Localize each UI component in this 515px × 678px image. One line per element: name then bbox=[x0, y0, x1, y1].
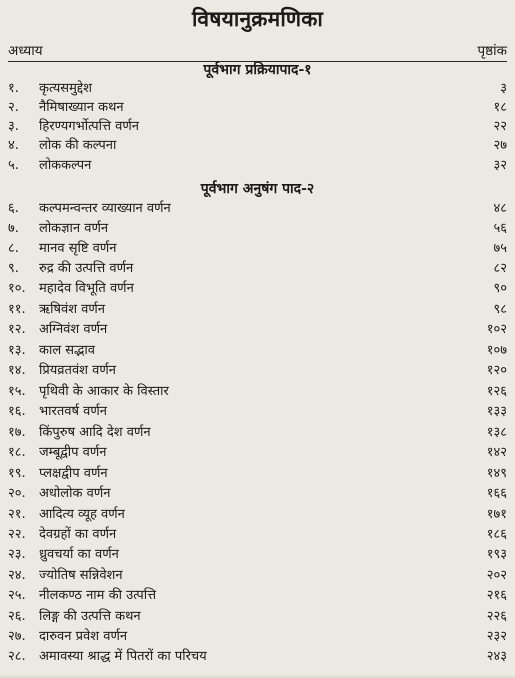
toc-entry bbox=[8, 607, 507, 626]
toc-entry-title: किंपुरुष आदि देश वर्णन bbox=[39, 425, 151, 440]
page-title: विषयानुक्रमणिका bbox=[191, 6, 323, 31]
toc-entry-title: भारतवर्ष वर्णन bbox=[39, 404, 107, 419]
toc-entry bbox=[8, 361, 507, 380]
toc-entry bbox=[8, 219, 507, 238]
toc-entry bbox=[8, 443, 507, 462]
toc-entry-page: ४८ bbox=[493, 201, 507, 216]
toc-entry-page: ५६ bbox=[493, 221, 507, 236]
toc-entry-title: पृथिवी के आकार के विस्तार bbox=[39, 384, 169, 399]
toc-entry bbox=[8, 239, 507, 258]
toc-entry-title: लोककल्पन bbox=[39, 158, 92, 173]
toc-entry-number: २६. bbox=[8, 609, 26, 624]
toc-entry-page: ३२ bbox=[493, 158, 507, 173]
toc-entry-title: अधोलोक वर्णन bbox=[39, 486, 111, 501]
toc-entry bbox=[8, 341, 507, 360]
toc-entry bbox=[8, 647, 507, 666]
toc-entry-title: नीलकण्ठ नाम की उत्पत्ति bbox=[39, 588, 157, 603]
toc-entry bbox=[8, 98, 507, 117]
toc-entry-title: लिङ्ग की उत्पत्ति कथन bbox=[39, 609, 141, 624]
toc-entry-number: ११. bbox=[8, 302, 26, 317]
toc-entry bbox=[8, 484, 507, 503]
toc-entry-number: २३. bbox=[8, 547, 26, 562]
section-title-1: पूर्वभाग प्रक्रियापाद-१ bbox=[203, 62, 312, 78]
toc-entry-title: काल सद्भाव bbox=[39, 343, 95, 358]
toc-entry bbox=[8, 136, 507, 155]
toc-entry-page: ९० bbox=[493, 281, 507, 296]
toc-entry bbox=[8, 117, 507, 136]
toc-entry-number: ९. bbox=[8, 261, 19, 276]
toc-entry-page: ८२ bbox=[493, 261, 507, 276]
toc-entry-page: १०२ bbox=[486, 322, 507, 337]
toc-entry-title: ध्रुवचर्या का वर्णन bbox=[39, 547, 119, 562]
toc-entry bbox=[8, 423, 507, 442]
toc-entry-page: २२६ bbox=[486, 609, 507, 624]
toc-entry-number: २७. bbox=[8, 629, 26, 644]
toc-entry-title: रुद्र की उत्पत्ति वर्णन bbox=[39, 261, 134, 276]
toc-entry-page: १२६ bbox=[486, 384, 507, 399]
section-title-2: पूर्वभाग अनुषंग पाद-२ bbox=[200, 181, 315, 197]
toc-entry-title: देवग्रहों का वर्णन bbox=[39, 527, 117, 542]
toc-entry bbox=[8, 627, 507, 646]
toc-entry-page: २१६ bbox=[486, 588, 507, 603]
toc-entry-title: कृत्यसमुद्देश bbox=[39, 81, 92, 96]
toc-entry bbox=[8, 79, 507, 98]
toc-entry-number: १४. bbox=[8, 363, 26, 378]
toc-entry-number: ४. bbox=[8, 138, 19, 153]
toc-entry-number: २८. bbox=[8, 649, 26, 664]
toc-entry-page: १४२ bbox=[486, 445, 507, 460]
toc-entry-number: २४. bbox=[8, 568, 26, 583]
toc-entry-number: १५. bbox=[8, 384, 26, 399]
toc-entry-page: ३ bbox=[500, 81, 507, 96]
toc-entry bbox=[8, 259, 507, 278]
toc-entry bbox=[8, 300, 507, 319]
toc-entry-number: ७. bbox=[8, 221, 19, 236]
toc-entry-title: दारुवन प्रवेश वर्णन bbox=[39, 629, 128, 644]
toc-entry-number: २२. bbox=[8, 527, 26, 542]
toc-entry-number: १०. bbox=[8, 281, 26, 296]
toc-entry-number: ५. bbox=[8, 158, 19, 173]
toc-entry-page: १३८ bbox=[486, 425, 507, 440]
toc-entry-number: १६. bbox=[8, 404, 26, 419]
toc-entry bbox=[8, 566, 507, 585]
toc-entry-title: लोक की कल्पना bbox=[39, 138, 117, 153]
toc-entry bbox=[8, 464, 507, 483]
toc-entry bbox=[8, 199, 507, 218]
toc-entry-number: १२. bbox=[8, 322, 26, 337]
toc-entry-number: १८. bbox=[8, 445, 26, 460]
toc-entry-page: ९८ bbox=[493, 302, 507, 317]
toc-entry-page: २७ bbox=[493, 138, 507, 153]
page-column-header: पृष्ठांक bbox=[477, 43, 507, 59]
toc-entry-page: १२० bbox=[486, 363, 507, 378]
toc-entry-number: १९. bbox=[8, 466, 26, 481]
toc-entry-title: जम्बूद्वीप वर्णन bbox=[39, 445, 107, 460]
toc-entry-number: १७. bbox=[8, 425, 26, 440]
toc-entry-page: १६६ bbox=[486, 486, 507, 501]
toc-entry bbox=[8, 156, 507, 175]
toc-entry-title: आदित्य व्यूह वर्णन bbox=[39, 507, 125, 522]
toc-entry-title: प्लक्षद्वीप वर्णन bbox=[39, 466, 108, 481]
toc-entry bbox=[8, 402, 507, 421]
toc-entry-title: हिरण्यगर्भोत्पत्ति वर्णन bbox=[39, 119, 139, 134]
toc-entry-title: कल्पमन्वन्तर व्याख्यान वर्णन bbox=[39, 201, 171, 216]
toc-entry-title: अग्निवंश वर्णन bbox=[39, 322, 108, 337]
toc-entry-page: १८६ bbox=[486, 527, 507, 542]
toc-entry bbox=[8, 382, 507, 401]
toc-entry-number: २. bbox=[8, 100, 19, 115]
toc-entry-page: १३३ bbox=[486, 404, 507, 419]
toc-entry-page: २०२ bbox=[486, 568, 507, 583]
toc-entry-page: १०७ bbox=[486, 343, 507, 358]
toc-entry-page: २२ bbox=[493, 119, 507, 134]
toc-entry-number: २०. bbox=[8, 486, 26, 501]
toc-entry-title: अमावस्या श्राद्ध में पितरों का परिचय bbox=[39, 649, 207, 664]
toc-entry-page: १९३ bbox=[486, 547, 507, 562]
toc-entry-number: ८. bbox=[8, 241, 19, 256]
toc-entry-title: प्रियव्रतवंश वर्णन bbox=[39, 363, 116, 378]
toc-entry-number: २५. bbox=[8, 588, 26, 603]
toc-entry-title: ज्योतिष सन्निवेशन bbox=[39, 568, 123, 583]
toc-entry bbox=[8, 320, 507, 339]
toc-entry-page: ७५ bbox=[493, 241, 507, 256]
toc-entry-title: ऋषिवंश वर्णन bbox=[39, 302, 106, 317]
toc-entry bbox=[8, 545, 507, 564]
toc-entry-number: २१. bbox=[8, 507, 26, 522]
toc-entry-number: १३. bbox=[8, 343, 26, 358]
toc-entry bbox=[8, 505, 507, 524]
toc-entry-number: १. bbox=[8, 81, 19, 96]
toc-entry bbox=[8, 586, 507, 605]
toc-entry-title: महादेव विभूति वर्णन bbox=[39, 281, 134, 296]
toc-entry-number: ६. bbox=[8, 201, 19, 216]
toc-entry-title: नैमिषाख्यान कथन bbox=[39, 100, 124, 115]
toc-entry bbox=[8, 525, 507, 544]
toc-entry-page: १४९ bbox=[486, 466, 507, 481]
toc-entry-page: १७१ bbox=[486, 507, 507, 522]
toc-entry-number: ३. bbox=[8, 119, 19, 134]
toc-entry-page: २४३ bbox=[486, 649, 507, 664]
chapter-column-header: अध्याय bbox=[8, 43, 43, 59]
toc-entry-page: २३२ bbox=[486, 629, 507, 644]
toc-entry-page: १८ bbox=[493, 100, 507, 115]
toc-entry-title: लोकज्ञान वर्णन bbox=[39, 221, 109, 236]
toc-entry bbox=[8, 279, 507, 298]
toc-entry-title: मानव सृष्टि वर्णन bbox=[39, 241, 117, 256]
